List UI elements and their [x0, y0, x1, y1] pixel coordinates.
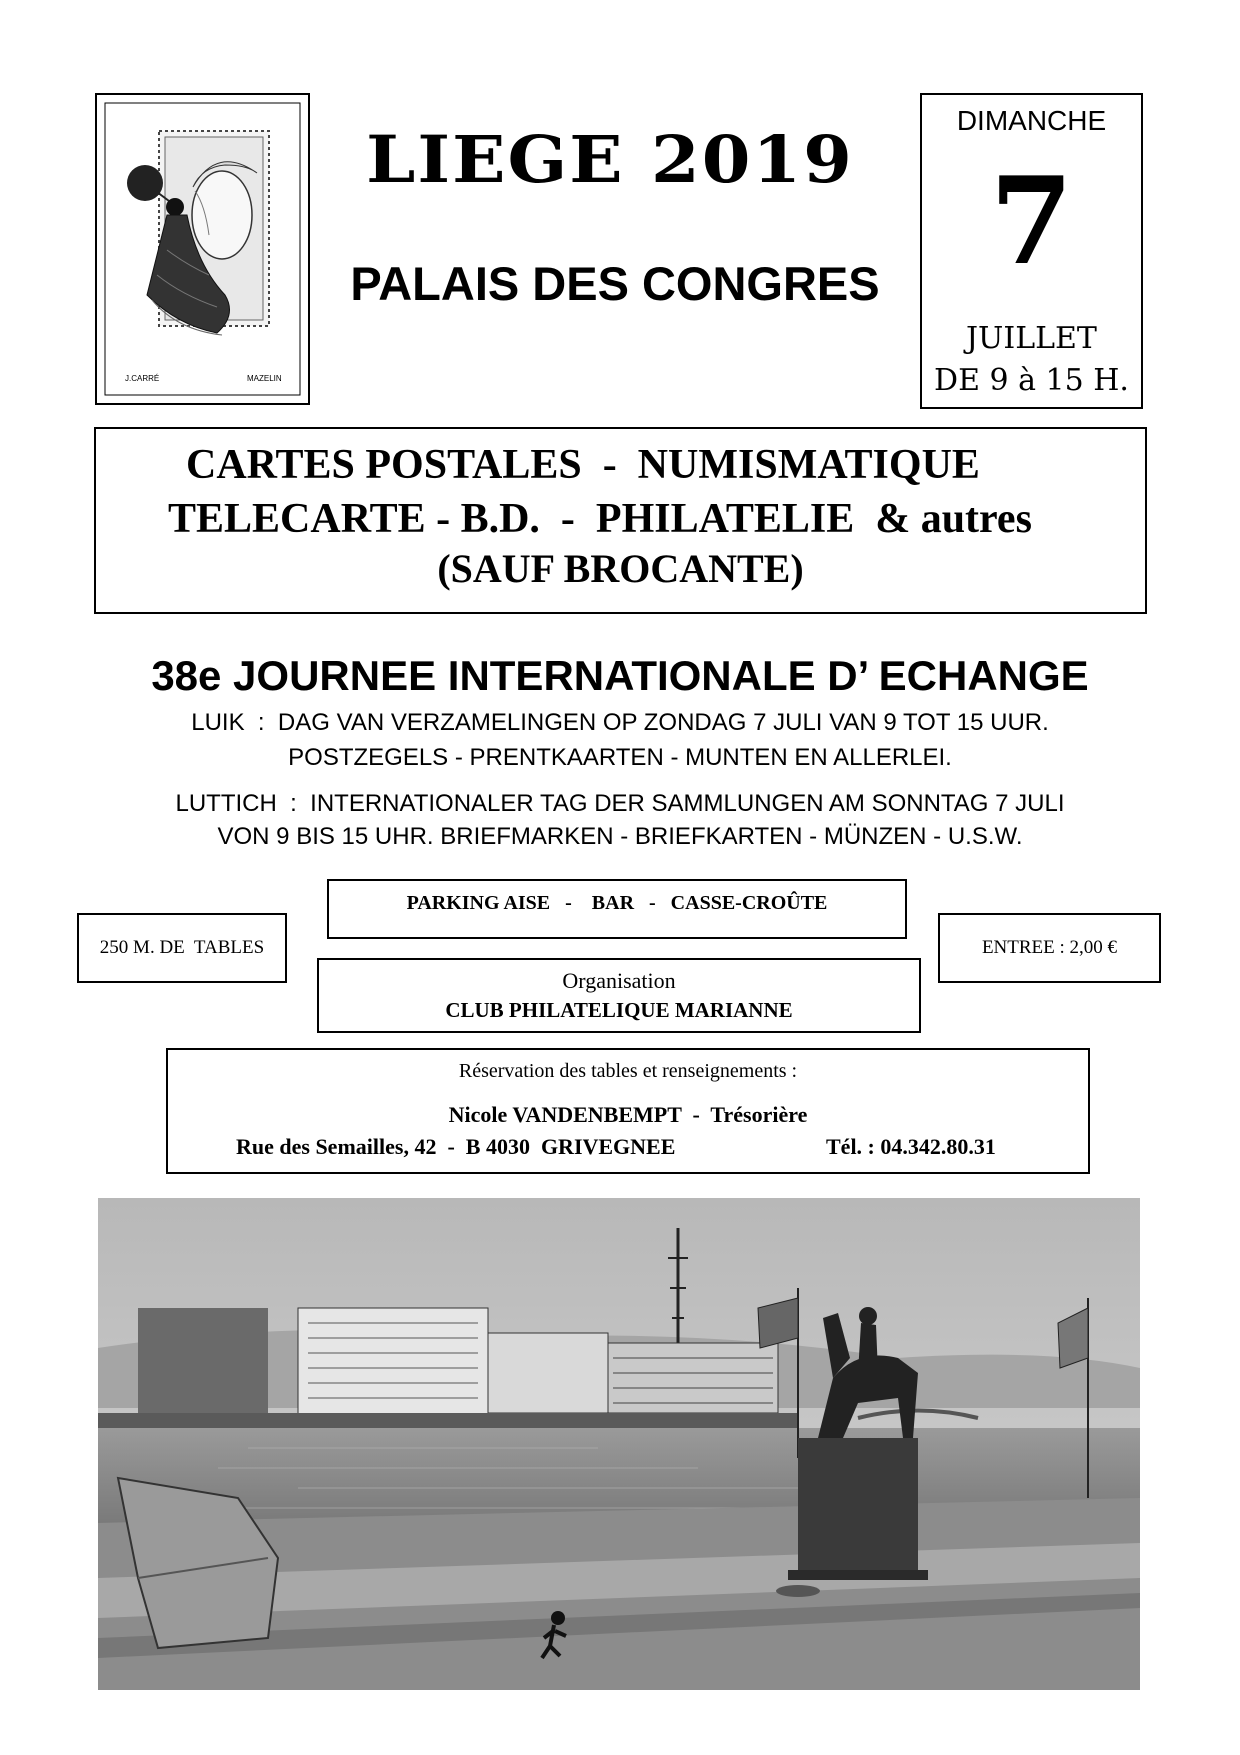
- date-number: 7: [989, 151, 1074, 292]
- amenities-box: [327, 879, 907, 939]
- reservation-contact: Nicole VANDENBEMPT - Trésorière: [448, 1102, 808, 1127]
- categories-box: [94, 427, 1147, 614]
- date-hours: DE 9 à 15 H.: [934, 363, 1129, 398]
- stamp-illustration: [95, 93, 310, 405]
- dutch-info-line-1: LUIK : DAG VAN VERZAMELINGEN OP ZONDAG 7 JULI VAN 9 TOT 15 UUR.: [191, 709, 1049, 736]
- german-info-line-2: VON 9 BIS 15 UHR. BRIEFMARKEN - BRIEFKARTEN - MÜNZEN - U.S.W.: [217, 823, 1023, 850]
- german-info-line-1: LUTTICH : INTERNATIONALER TAG DER SAMMLUNGEN AM SONNTAG 7 JULI: [175, 790, 1065, 817]
- categories-line-1: CARTES POSTALES - NUMISMATIQUE: [186, 442, 980, 488]
- organisation-box: [317, 958, 921, 1033]
- venue-subtitle: PALAIS DES CONGRES: [350, 257, 880, 310]
- entry-fee-box: [938, 913, 1161, 983]
- marianne-stamp-image: [97, 95, 308, 403]
- categories-line-3: (SAUF BROCANTE): [437, 546, 804, 591]
- tables-text: 250 M. DE TABLES: [99, 937, 265, 958]
- artist-right-label: MAZELIN: [247, 374, 282, 383]
- reservation-phone: Tél. : 04.342.80.31: [826, 1134, 996, 1159]
- categories-line-2: TELECARTE - B.D. - PHILATELIE & autres: [168, 496, 1032, 542]
- reservation-intro: Réservation des tables et renseignements :: [458, 1060, 798, 1082]
- entry-fee-text: ENTREE : 2,00 €: [981, 937, 1118, 958]
- organisation-label: Organisation: [562, 968, 676, 993]
- event-headline: 38e JOURNEE INTERNATIONALE D’ ECHANGE: [151, 652, 1089, 699]
- palais-des-congres-photo: [98, 1198, 1140, 1690]
- page-title: LIEGE 2019: [366, 121, 854, 198]
- riverside-scene-image: [98, 1198, 1140, 1690]
- date-box: [920, 93, 1143, 409]
- artist-left-label: J.CARRÉ: [125, 374, 160, 383]
- organisation-name: CLUB PHILATELIQUE MARIANNE: [445, 998, 793, 1022]
- dutch-info-line-2: POSTZEGELS - PRENTKAARTEN - MUNTEN EN ALLERLEI.: [288, 744, 952, 771]
- tables-box: [77, 913, 287, 983]
- date-day: DIMANCHE: [956, 105, 1107, 136]
- amenities-text: PARKING AISE - BAR - CASSE-CROÛTE: [406, 892, 828, 914]
- reservation-address: Rue des Semailles, 42 - B 4030 GRIVEGNEE: [236, 1134, 676, 1159]
- reservation-box: [166, 1048, 1090, 1174]
- date-month: JUILLET: [966, 321, 1097, 356]
